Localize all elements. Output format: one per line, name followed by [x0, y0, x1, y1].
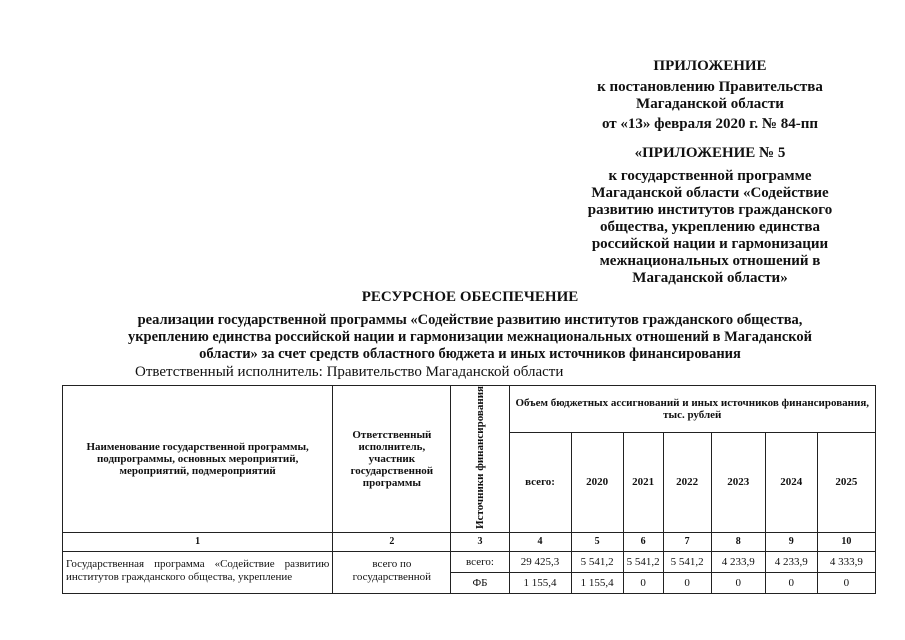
header-volume: Объем бюджетных ассигнований и иных источников финансирования, тыс. рублей	[509, 386, 876, 433]
header-source-label: Источники финансирования	[473, 386, 486, 529]
column-number: 9	[765, 532, 817, 551]
program-responsible: всего по государственной	[333, 551, 451, 593]
header-year: 2021	[623, 432, 663, 532]
appendix-5-line: межнациональных отношений в	[599, 253, 821, 269]
header-source	[451, 386, 509, 533]
title-sub-line: укреплению единства российской нации и гармонизации межнациональных отношений в Магаданской	[127, 329, 813, 345]
column-number: 7	[663, 532, 711, 551]
header-year: 2025	[817, 432, 875, 532]
header-year: всего:	[509, 432, 571, 532]
value-cell: 29 425,3	[509, 551, 571, 572]
value-cell: 0	[711, 572, 765, 593]
value-cell: 4 233,9	[765, 551, 817, 572]
header-year: 2022	[663, 432, 711, 532]
resource-table	[62, 385, 876, 594]
appendix-5-line: к государственной программе	[608, 168, 812, 184]
header-responsible: Ответственный исполнитель, участник государственной программы	[333, 386, 451, 533]
appendix-line: Магаданской области	[636, 96, 784, 112]
column-number: 6	[623, 532, 663, 551]
header-year: 2020	[571, 432, 623, 532]
value-cell: 5 541,2	[571, 551, 623, 572]
header-year: 2024	[765, 432, 817, 532]
title-sub-line: реализации государственной программы «Содействие развитию институтов гражданского общества,	[137, 312, 803, 328]
header-name: Наименование государственной программы, подпрограммы, основных мероприятий, мероприятий, подмероприятий	[63, 386, 333, 533]
table-row	[63, 551, 876, 572]
column-number: 1	[63, 532, 333, 551]
column-number: 8	[711, 532, 765, 551]
value-cell: 5 541,2	[663, 551, 711, 572]
appendix-header	[560, 58, 860, 133]
value-cell: 5 541,2	[623, 551, 663, 572]
title-main: РЕСУРСНОЕ ОБЕСПЕЧЕНИЕ	[361, 289, 579, 305]
appendix-5-header	[560, 145, 860, 287]
value-cell: 1 155,4	[571, 572, 623, 593]
appendix-5-line: российской нации и гармонизации	[591, 236, 829, 252]
appendix-heading: ПРИЛОЖЕНИЕ	[653, 58, 767, 74]
value-cell: 0	[817, 572, 875, 593]
value-cell: 4 333,9	[817, 551, 875, 572]
document-title	[80, 288, 860, 363]
appendix-5-line: Магаданской области»	[632, 270, 788, 286]
header-year: 2023	[711, 432, 765, 532]
appendix-line: к постановлению Правительства	[597, 79, 823, 95]
value-cell: 0	[623, 572, 663, 593]
program-name: Государственная программа «Содействие развитию институтов гражданского общества, укрепление	[63, 551, 333, 593]
value-cell: 4 233,9	[711, 551, 765, 572]
value-cell: 1 155,4	[509, 572, 571, 593]
title-sub-line: области» за счет средств областного бюджета и иных источников финансирования	[199, 346, 741, 362]
responsible-executor: Ответственный исполнитель: Правительство Магаданской области	[135, 364, 564, 380]
source-cell: ФБ	[451, 572, 509, 593]
value-cell: 0	[663, 572, 711, 593]
column-number: 3	[451, 532, 509, 551]
appendix-5-line: Магаданской области «Содействие	[591, 185, 829, 201]
column-number: 10	[817, 532, 875, 551]
column-number: 4	[509, 532, 571, 551]
appendix-5-line: общества, укреплению единства	[600, 219, 820, 235]
source-cell: всего:	[451, 551, 509, 572]
appendix-date: от «13» февраля 2020 г. № 84-пп	[601, 116, 819, 132]
column-number: 2	[333, 532, 451, 551]
value-cell: 0	[765, 572, 817, 593]
column-number: 5	[571, 532, 623, 551]
appendix-5-line: развитию институтов гражданского	[587, 202, 833, 218]
appendix-5-heading: «ПРИЛОЖЕНИЕ № 5	[634, 145, 786, 161]
